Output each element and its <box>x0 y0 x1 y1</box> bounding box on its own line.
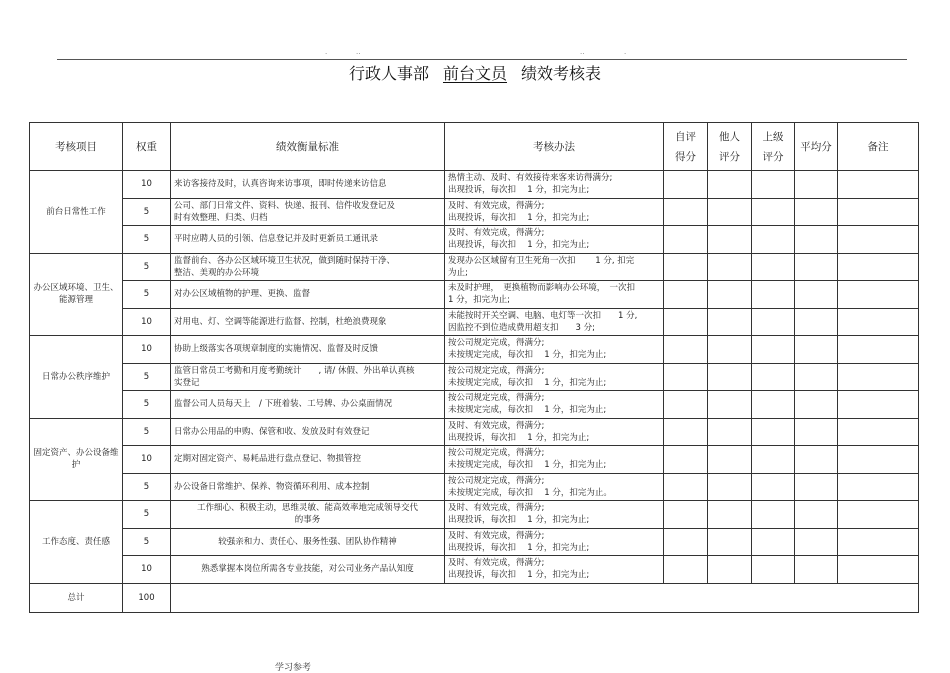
standard-cell <box>171 336 445 364</box>
total-weight: 100 <box>123 583 171 612</box>
standard-line: 来访客接待及时，认真咨询来访事项，即时传递来访信息 <box>174 179 387 190</box>
table-row <box>30 226 919 254</box>
weight-cell: 5 <box>123 226 171 254</box>
self-score-input[interactable] <box>664 528 708 556</box>
assessment-item: 办公区域环境、卫生、能源管理 <box>30 253 123 336</box>
table-row <box>30 556 919 584</box>
peer-score-input[interactable] <box>708 501 752 529</box>
method-line: 按公司规定完成，得满分; <box>448 393 545 404</box>
average-score-cell <box>795 363 838 391</box>
standard-line: 对办公区域植物的护理、更换、监督 <box>174 289 311 300</box>
self-score-line1: 自评 <box>675 130 696 143</box>
method-line: 未按规定完成，每次扣 1 分，扣完为止; <box>448 350 607 361</box>
method-cell <box>445 281 664 309</box>
standard-line: 实登记 <box>174 377 200 388</box>
assessment-item: 固定资产、办公设备维护 <box>30 418 123 501</box>
weight-cell: 5 <box>123 528 171 556</box>
method-line: 出现投诉，每次扣 1 分，扣完为止; <box>448 432 590 443</box>
table-row <box>30 363 919 391</box>
table-row <box>30 308 919 336</box>
standard-cell <box>171 198 445 226</box>
method-line: 发现办公区域留有卫生死角一次扣 1 分, 扣完 <box>448 255 635 266</box>
method-line: 出现投诉，每次扣 1 分，扣完为止; <box>448 542 590 553</box>
average-score-cell <box>795 391 838 419</box>
method-line: 及时、有效完成，得满分; <box>448 200 545 211</box>
standard-line: 办公设备日常维护、保养、物资循环利用、成本控制 <box>174 481 370 492</box>
method-line: 1 分，扣完为止; <box>448 295 510 306</box>
method-line: 为止; <box>448 267 468 278</box>
method-line: 出现投诉，每次扣 1 分，扣完为止; <box>448 240 590 251</box>
method-cell <box>445 446 664 474</box>
peer-score-input[interactable] <box>708 528 752 556</box>
standard-line: 对用电、灯、空调等能源进行监督、控制，杜绝浪费现象 <box>174 316 387 327</box>
method-cell <box>445 363 664 391</box>
remarks-cell[interactable] <box>838 363 919 391</box>
header-mark: .. <box>356 48 361 56</box>
supervisor-score-input[interactable] <box>752 473 795 501</box>
standard-line: 监管日常员工考勤和月度考勤统计 , 请/ 休假、外出单认真核 <box>174 365 415 376</box>
self-score-line2: 得分 <box>675 150 696 163</box>
col-header-weight: 权重 <box>123 123 171 171</box>
remarks-cell[interactable] <box>838 253 919 281</box>
method-line: 按公司规定完成，得满分; <box>448 365 545 376</box>
table-row <box>30 198 919 226</box>
peer-score-input[interactable] <box>708 198 752 226</box>
supervisor-score-input[interactable] <box>752 556 795 584</box>
remarks-cell[interactable] <box>838 391 919 419</box>
standard-cell <box>171 308 445 336</box>
method-line: 未按规定完成，每次扣 1 分，扣完为止。 <box>448 487 612 498</box>
table-row <box>30 336 919 364</box>
method-line: 出现投诉，每次扣 1 分，扣完为止; <box>448 570 590 581</box>
standard-line: 的事务 <box>294 515 321 526</box>
average-score-cell <box>795 308 838 336</box>
peer-score-input[interactable] <box>708 446 752 474</box>
header-marks <box>0 48 950 58</box>
weight-cell: 5 <box>123 363 171 391</box>
weight-cell: 5 <box>123 253 171 281</box>
peer-score-input[interactable] <box>708 253 752 281</box>
peer-score-line2: 评分 <box>719 150 740 163</box>
peer-score-line1: 他人 <box>719 130 740 143</box>
method-line: 及时、有效完成，得满分; <box>448 558 545 569</box>
method-line: 出现投诉，每次扣 1 分，扣完为止; <box>448 515 590 526</box>
supervisor-score-input[interactable] <box>752 391 795 419</box>
standard-cell <box>171 391 445 419</box>
col-header-peer-score <box>708 123 752 171</box>
standard-cell <box>171 556 445 584</box>
col-header-average: 平均分 <box>795 123 838 171</box>
assessment-item: 工作态度、责任感 <box>30 501 123 584</box>
header-mark: . <box>624 48 627 56</box>
remarks-cell[interactable] <box>838 171 919 199</box>
weight-cell: 5 <box>123 473 171 501</box>
standard-line: 平时应聘人员的引领、信息登记并及时更新员工通讯录 <box>174 234 379 245</box>
standard-cell <box>171 528 445 556</box>
average-score-cell <box>795 198 838 226</box>
supervisor-score-input[interactable] <box>752 501 795 529</box>
standard-cell <box>171 253 445 281</box>
self-score-input[interactable] <box>664 281 708 309</box>
self-score-input[interactable] <box>664 473 708 501</box>
method-cell <box>445 308 664 336</box>
self-score-input[interactable] <box>664 556 708 584</box>
supervisor-score-input[interactable] <box>752 446 795 474</box>
standard-cell <box>171 446 445 474</box>
self-score-input[interactable] <box>664 363 708 391</box>
weight-cell: 5 <box>123 418 171 446</box>
weight-cell: 10 <box>123 556 171 584</box>
col-header-standard: 绩效衡量标准 <box>171 123 445 171</box>
weight-cell: 10 <box>123 336 171 364</box>
supervisor-score-input[interactable] <box>752 253 795 281</box>
header-rule <box>57 59 907 60</box>
peer-score-input[interactable] <box>708 473 752 501</box>
method-line: 及时、有效完成，得满分; <box>448 420 545 431</box>
remarks-cell[interactable] <box>838 336 919 364</box>
supervisor-score-input[interactable] <box>752 363 795 391</box>
supervisor-score-line1: 上级 <box>762 130 784 143</box>
table-row <box>30 418 919 446</box>
method-line: 热情主动、及时、有效接待来客来访得满分; <box>448 173 613 184</box>
method-cell <box>445 171 664 199</box>
peer-score-input[interactable] <box>708 226 752 254</box>
method-cell <box>445 336 664 364</box>
standard-cell <box>171 281 445 309</box>
self-score-input[interactable] <box>664 418 708 446</box>
remarks-cell[interactable] <box>838 473 919 501</box>
table-header-row <box>30 123 919 171</box>
total-label: 总计 <box>30 583 123 612</box>
remarks-cell[interactable] <box>838 446 919 474</box>
total-remainder <box>171 583 919 612</box>
standard-cell <box>171 171 445 199</box>
standard-cell <box>171 473 445 501</box>
standard-line: 工作细心、积极主动，思维灵敏、能高效率地完成领导交代 <box>196 503 418 514</box>
average-score-cell <box>795 226 838 254</box>
self-score-input[interactable] <box>664 446 708 474</box>
standard-line: 监督公司人员每天上 / 下班着装、工号牌、办公桌面情况 <box>174 399 393 410</box>
weight-cell: 5 <box>123 198 171 226</box>
method-line: 未按规定完成，每次扣 1 分，扣完为止; <box>448 405 607 416</box>
col-header-self-score <box>664 123 708 171</box>
col-header-supervisor-score <box>752 123 795 171</box>
col-header-remarks: 备注 <box>838 123 919 171</box>
table-row <box>30 391 919 419</box>
method-line: 按公司规定完成，得满分; <box>448 448 545 459</box>
method-line: 因监控不到位造成费用超支扣 3 分; <box>448 322 595 333</box>
standard-line: 监督前台、各办公区域环境卫生状况，做到随时保持干净、 <box>174 255 396 266</box>
average-score-cell <box>795 418 838 446</box>
method-cell <box>445 253 664 281</box>
weight-cell: 10 <box>123 171 171 199</box>
peer-score-input[interactable] <box>708 308 752 336</box>
method-line: 按公司规定完成，得满分; <box>448 338 545 349</box>
self-score-input[interactable] <box>664 226 708 254</box>
title-form-name: 绩效考核表 <box>521 64 602 83</box>
average-score-cell <box>795 336 838 364</box>
table-row <box>30 446 919 474</box>
peer-score-input[interactable] <box>708 363 752 391</box>
method-cell <box>445 556 664 584</box>
method-cell <box>445 391 664 419</box>
assessment-item: 前台日常性工作 <box>30 171 123 254</box>
remarks-cell[interactable] <box>838 308 919 336</box>
supervisor-score-input[interactable] <box>752 528 795 556</box>
standard-line: 日常办公用品的申购、保管和收、发放及时有效登记 <box>174 426 370 437</box>
table-row <box>30 171 919 199</box>
weight-cell: 5 <box>123 391 171 419</box>
method-line: 出现投诉，每次扣 1 分，扣完为止; <box>448 185 590 196</box>
total-row <box>30 583 919 612</box>
average-score-cell <box>795 473 838 501</box>
supervisor-score-input[interactable] <box>752 308 795 336</box>
weight-cell: 10 <box>123 446 171 474</box>
average-score-cell <box>795 446 838 474</box>
method-line: 未及时护理， 更换植物而影响办公环境， 一次扣 <box>448 283 636 294</box>
average-score-cell <box>795 171 838 199</box>
method-line: 按公司规定完成，得满分; <box>448 475 545 486</box>
average-score-cell <box>795 253 838 281</box>
peer-score-input[interactable] <box>708 171 752 199</box>
self-score-input[interactable] <box>664 198 708 226</box>
standard-cell <box>171 363 445 391</box>
standard-line: 协助上级落实各项规章制度的实施情况、监督及时反馈 <box>174 344 379 355</box>
header-mark: . <box>325 48 328 56</box>
peer-score-input[interactable] <box>708 418 752 446</box>
supervisor-score-line2: 评分 <box>762 150 784 163</box>
table-row <box>30 528 919 556</box>
peer-score-input[interactable] <box>708 556 752 584</box>
remarks-cell[interactable] <box>838 556 919 584</box>
method-line: 未按规定完成，每次扣 1 分，扣完为止; <box>448 377 607 388</box>
supervisor-score-input[interactable] <box>752 226 795 254</box>
peer-score-input[interactable] <box>708 336 752 364</box>
footer-note: 学习参考 <box>275 663 312 673</box>
table-row <box>30 501 919 529</box>
weight-cell: 10 <box>123 308 171 336</box>
average-score-cell <box>795 528 838 556</box>
self-score-input[interactable] <box>664 253 708 281</box>
method-line: 及时、有效完成，得满分; <box>448 228 545 239</box>
peer-score-input[interactable] <box>708 281 752 309</box>
standard-line: 熟悉掌握本岗位所需各专业技能，对公司业务产品认知度 <box>201 564 414 575</box>
method-line: 及时、有效完成，得满分; <box>448 530 545 541</box>
supervisor-score-input[interactable] <box>752 281 795 309</box>
peer-score-input[interactable] <box>708 391 752 419</box>
method-cell <box>445 198 664 226</box>
method-line: 未按规定完成，每次扣 1 分，扣完为止; <box>448 460 607 471</box>
weight-cell: 5 <box>123 281 171 309</box>
supervisor-score-input[interactable] <box>752 198 795 226</box>
remarks-cell[interactable] <box>838 528 919 556</box>
self-score-input[interactable] <box>664 391 708 419</box>
col-header-method: 考核办法 <box>445 123 664 171</box>
method-cell <box>445 528 664 556</box>
method-cell <box>445 226 664 254</box>
table-row <box>30 281 919 309</box>
method-line: 未能按时开关空调、电脑、电灯等一次扣 1 分, <box>448 310 638 321</box>
remarks-cell[interactable] <box>838 281 919 309</box>
weight-cell: 5 <box>123 501 171 529</box>
standard-line: 公司、部门日常文件、资料、快递、报刊、信件收发登记及 <box>174 200 396 211</box>
page-title <box>0 61 950 84</box>
standard-line: 定期对固定资产、易耗品进行盘点登记、物损管控 <box>174 454 362 465</box>
supervisor-score-input[interactable] <box>752 171 795 199</box>
supervisor-score-input[interactable] <box>752 418 795 446</box>
header-mark: .. <box>580 48 585 56</box>
supervisor-score-input[interactable] <box>752 336 795 364</box>
average-score-cell <box>795 501 838 529</box>
method-line: 出现投诉，每次扣 1 分，扣完为止; <box>448 212 590 223</box>
method-line: 及时、有效完成，得满分; <box>448 503 545 514</box>
method-cell <box>445 501 664 529</box>
assessment-item: 日常办公秩序维护 <box>30 336 123 419</box>
self-score-input[interactable] <box>664 171 708 199</box>
remarks-cell[interactable] <box>838 501 919 529</box>
title-department: 行政人事部 <box>348 64 429 83</box>
remarks-cell[interactable] <box>838 226 919 254</box>
table-row <box>30 473 919 501</box>
average-score-cell <box>795 281 838 309</box>
remarks-cell[interactable] <box>838 418 919 446</box>
title-position: 前台文员 <box>442 64 507 83</box>
self-score-input[interactable] <box>664 501 708 529</box>
standard-line: 较强亲和力、责任心、服务性强、团队协作精神 <box>218 536 397 547</box>
average-score-cell <box>795 556 838 584</box>
appraisal-table <box>29 122 919 613</box>
self-score-input[interactable] <box>664 308 708 336</box>
standard-cell <box>171 418 445 446</box>
method-cell <box>445 473 664 501</box>
remarks-cell[interactable] <box>838 198 919 226</box>
self-score-input[interactable] <box>664 336 708 364</box>
standard-cell <box>171 226 445 254</box>
standard-line: 时有效整理、归类、归档 <box>174 212 268 223</box>
table-row <box>30 253 919 281</box>
standard-line: 整洁、美观的办公环境 <box>174 267 260 278</box>
method-cell <box>445 418 664 446</box>
col-header-item: 考核项目 <box>30 123 123 171</box>
standard-cell <box>171 501 445 529</box>
